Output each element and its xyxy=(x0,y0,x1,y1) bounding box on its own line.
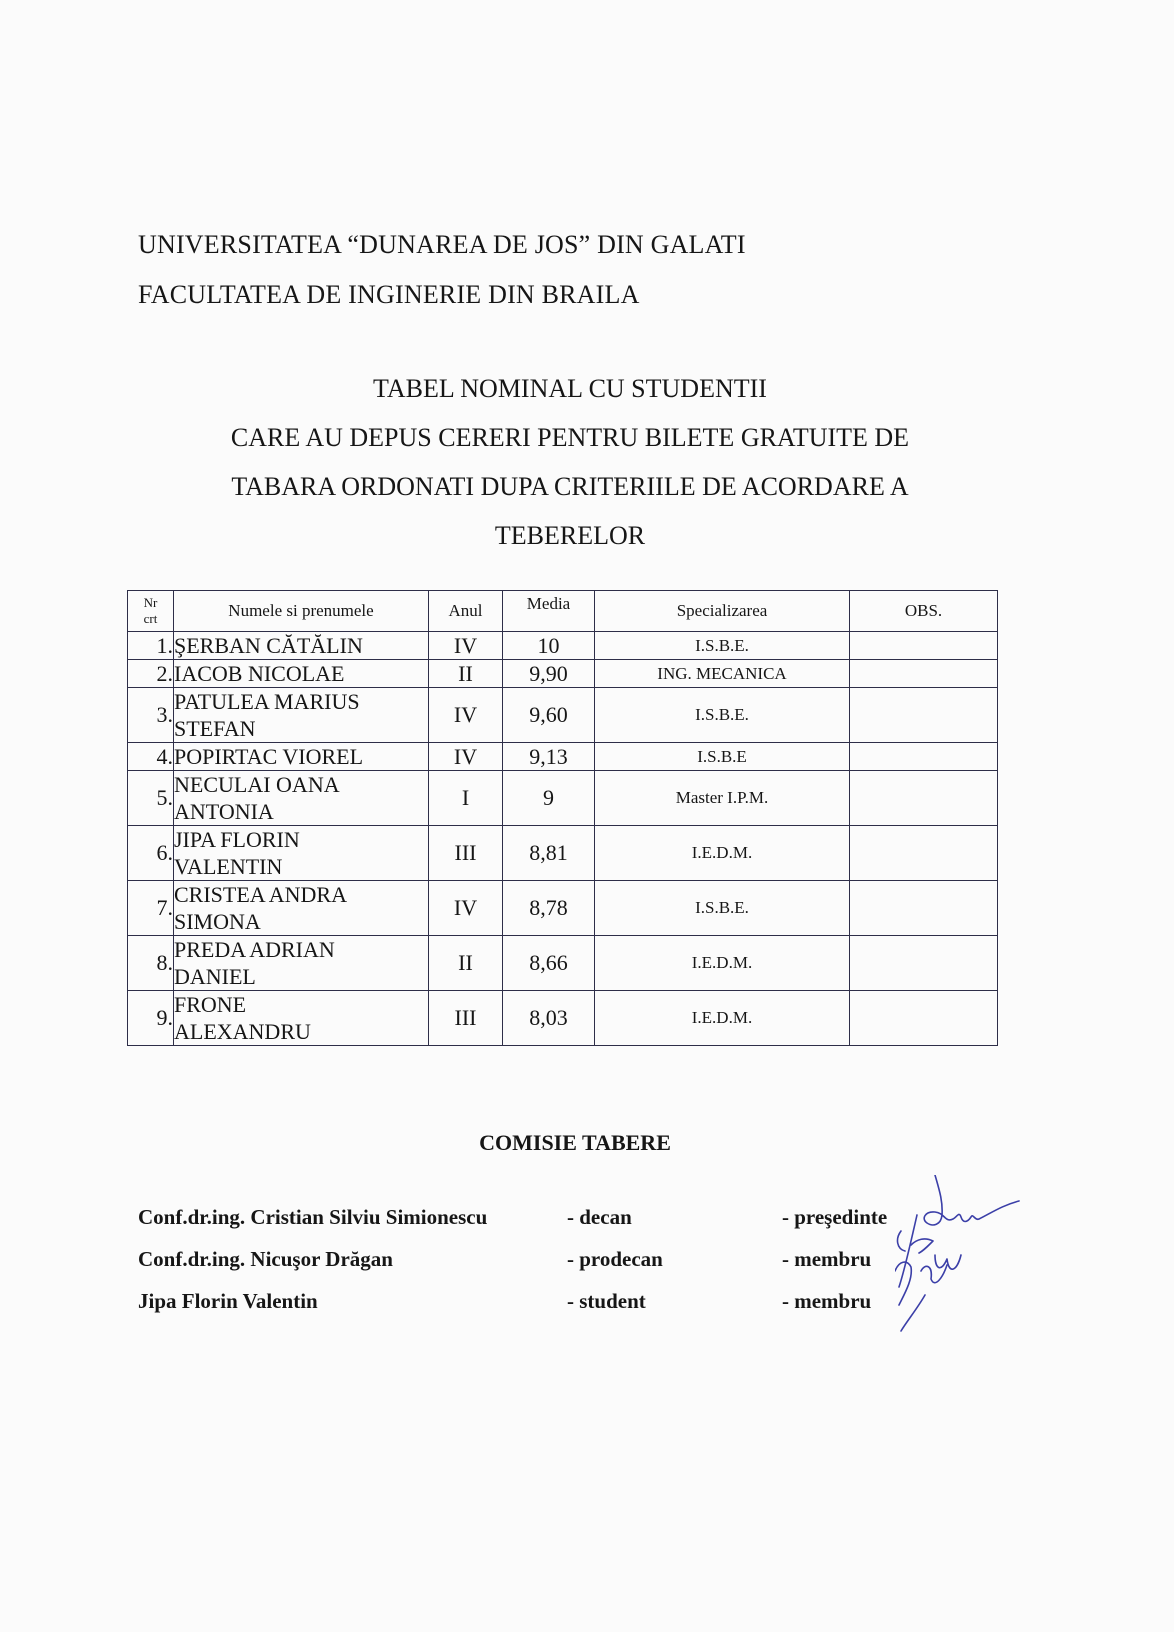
member-function: - membru xyxy=(782,1289,872,1313)
table-row xyxy=(128,632,998,660)
signature-president xyxy=(924,1175,1019,1225)
cell-name: JIPA FLORIN VALENTIN xyxy=(174,826,429,881)
cell-name: FRONE ALEXANDRU xyxy=(174,991,429,1046)
signature-member-1 xyxy=(898,1215,961,1287)
document-title xyxy=(140,364,1000,560)
table-row xyxy=(128,743,998,771)
title-line-2: CARE AU DEPUS CERERI PENTRU BILETE GRATUITE DE xyxy=(230,423,910,452)
cell-obs xyxy=(850,991,998,1046)
cell-anul: II xyxy=(429,660,503,688)
header-obs: OBS. xyxy=(850,591,998,632)
cell-nr: 1. xyxy=(128,632,174,660)
cell-name: CRISTEA ANDRA SIMONA xyxy=(174,881,429,936)
table-row xyxy=(128,881,998,936)
cell-specializare: I.E.D.M. xyxy=(595,936,850,991)
cell-nr: 8. xyxy=(128,936,174,991)
header-anul: Anul xyxy=(429,591,503,632)
cell-anul: III xyxy=(429,991,503,1046)
commission-title: COMISIE TABERE xyxy=(479,1130,671,1155)
cell-media: 8,66 xyxy=(503,936,595,991)
cell-obs xyxy=(850,826,998,881)
table-row xyxy=(128,991,998,1046)
table-row xyxy=(128,826,998,881)
cell-obs xyxy=(850,936,998,991)
students-table xyxy=(127,590,998,1046)
header-nr-crt: Nr crt xyxy=(128,591,174,632)
handwritten-signatures xyxy=(895,1175,1045,1355)
member-function: - preşedinte xyxy=(782,1205,888,1229)
table-row xyxy=(128,771,998,826)
cell-nr: 7. xyxy=(128,881,174,936)
cell-specializare: I.S.B.E. xyxy=(595,881,850,936)
cell-media: 9 xyxy=(503,771,595,826)
title-line-1: TABEL NOMINAL CU STUDENTII xyxy=(373,374,767,403)
title-line-4: TEBERELOR xyxy=(494,521,646,550)
cell-specializare: Master I.P.M. xyxy=(595,771,850,826)
table-header-row xyxy=(128,591,998,632)
cell-media: 8,81 xyxy=(503,826,595,881)
cell-anul: IV xyxy=(429,632,503,660)
member-role: - prodecan xyxy=(567,1247,663,1271)
cell-nr: 2. xyxy=(128,660,174,688)
cell-specializare: ING. MECANICA xyxy=(595,660,850,688)
cell-obs xyxy=(850,632,998,660)
cell-anul: IV xyxy=(429,688,503,743)
header-name: Numele si prenumele xyxy=(174,591,429,632)
table-row xyxy=(128,936,998,991)
cell-obs xyxy=(850,743,998,771)
cell-specializare: I.S.B.E xyxy=(595,743,850,771)
cell-media: 9,90 xyxy=(503,660,595,688)
title-line-3: TABARA ORDONATI DUPA CRITERIILE DE ACORDARE A xyxy=(231,472,909,501)
cell-anul: IV xyxy=(429,881,503,936)
cell-name: PREDA ADRIAN DANIEL xyxy=(174,936,429,991)
cell-media: 10 xyxy=(503,632,595,660)
cell-specializare: I.S.B.E. xyxy=(595,632,850,660)
cell-specializare: I.S.B.E. xyxy=(595,688,850,743)
cell-anul: II xyxy=(429,936,503,991)
member-role: - decan xyxy=(567,1205,632,1229)
cell-anul: I xyxy=(429,771,503,826)
cell-specializare: I.E.D.M. xyxy=(595,826,850,881)
cell-anul: IV xyxy=(429,743,503,771)
member-name: Conf.dr.ing. Nicuşor Drăgan xyxy=(138,1247,393,1271)
cell-nr: 4. xyxy=(128,743,174,771)
cell-name: POPIRTAC VIOREL xyxy=(174,743,429,771)
cell-anul: III xyxy=(429,826,503,881)
cell-name: NECULAI OANA ANTONIA xyxy=(174,771,429,826)
table-body xyxy=(128,632,998,1046)
faculty-name: FACULTATEA DE INGINERIE DIN BRAILA xyxy=(138,280,640,309)
header-media: Media xyxy=(503,591,595,632)
member-role: - student xyxy=(567,1289,646,1313)
document-header xyxy=(138,220,746,320)
cell-obs xyxy=(850,881,998,936)
header-specializare: Specializarea xyxy=(595,591,850,632)
cell-media: 9,13 xyxy=(503,743,595,771)
cell-media: 8,03 xyxy=(503,991,595,1046)
cell-nr: 5. xyxy=(128,771,174,826)
cell-name: ŞERBAN CĂTĂLIN xyxy=(174,632,429,660)
cell-obs xyxy=(850,688,998,743)
table-row xyxy=(128,688,998,743)
cell-media: 8,78 xyxy=(503,881,595,936)
cell-name: PATULEA MARIUS STEFAN xyxy=(174,688,429,743)
member-name: Conf.dr.ing. Cristian Silviu Simionescu xyxy=(138,1205,488,1229)
member-function: - membru xyxy=(782,1247,872,1271)
cell-media: 9,60 xyxy=(503,688,595,743)
university-name: UNIVERSITATEA “DUNAREA DE JOS” DIN GALATI xyxy=(138,230,746,259)
cell-nr: 9. xyxy=(128,991,174,1046)
cell-nr: 3. xyxy=(128,688,174,743)
cell-obs xyxy=(850,660,998,688)
cell-obs xyxy=(850,771,998,826)
member-name: Jipa Florin Valentin xyxy=(138,1289,318,1313)
cell-nr: 6. xyxy=(128,826,174,881)
cell-name: IACOB NICOLAE xyxy=(174,660,429,688)
cell-specializare: I.E.D.M. xyxy=(595,991,850,1046)
table-row xyxy=(128,660,998,688)
